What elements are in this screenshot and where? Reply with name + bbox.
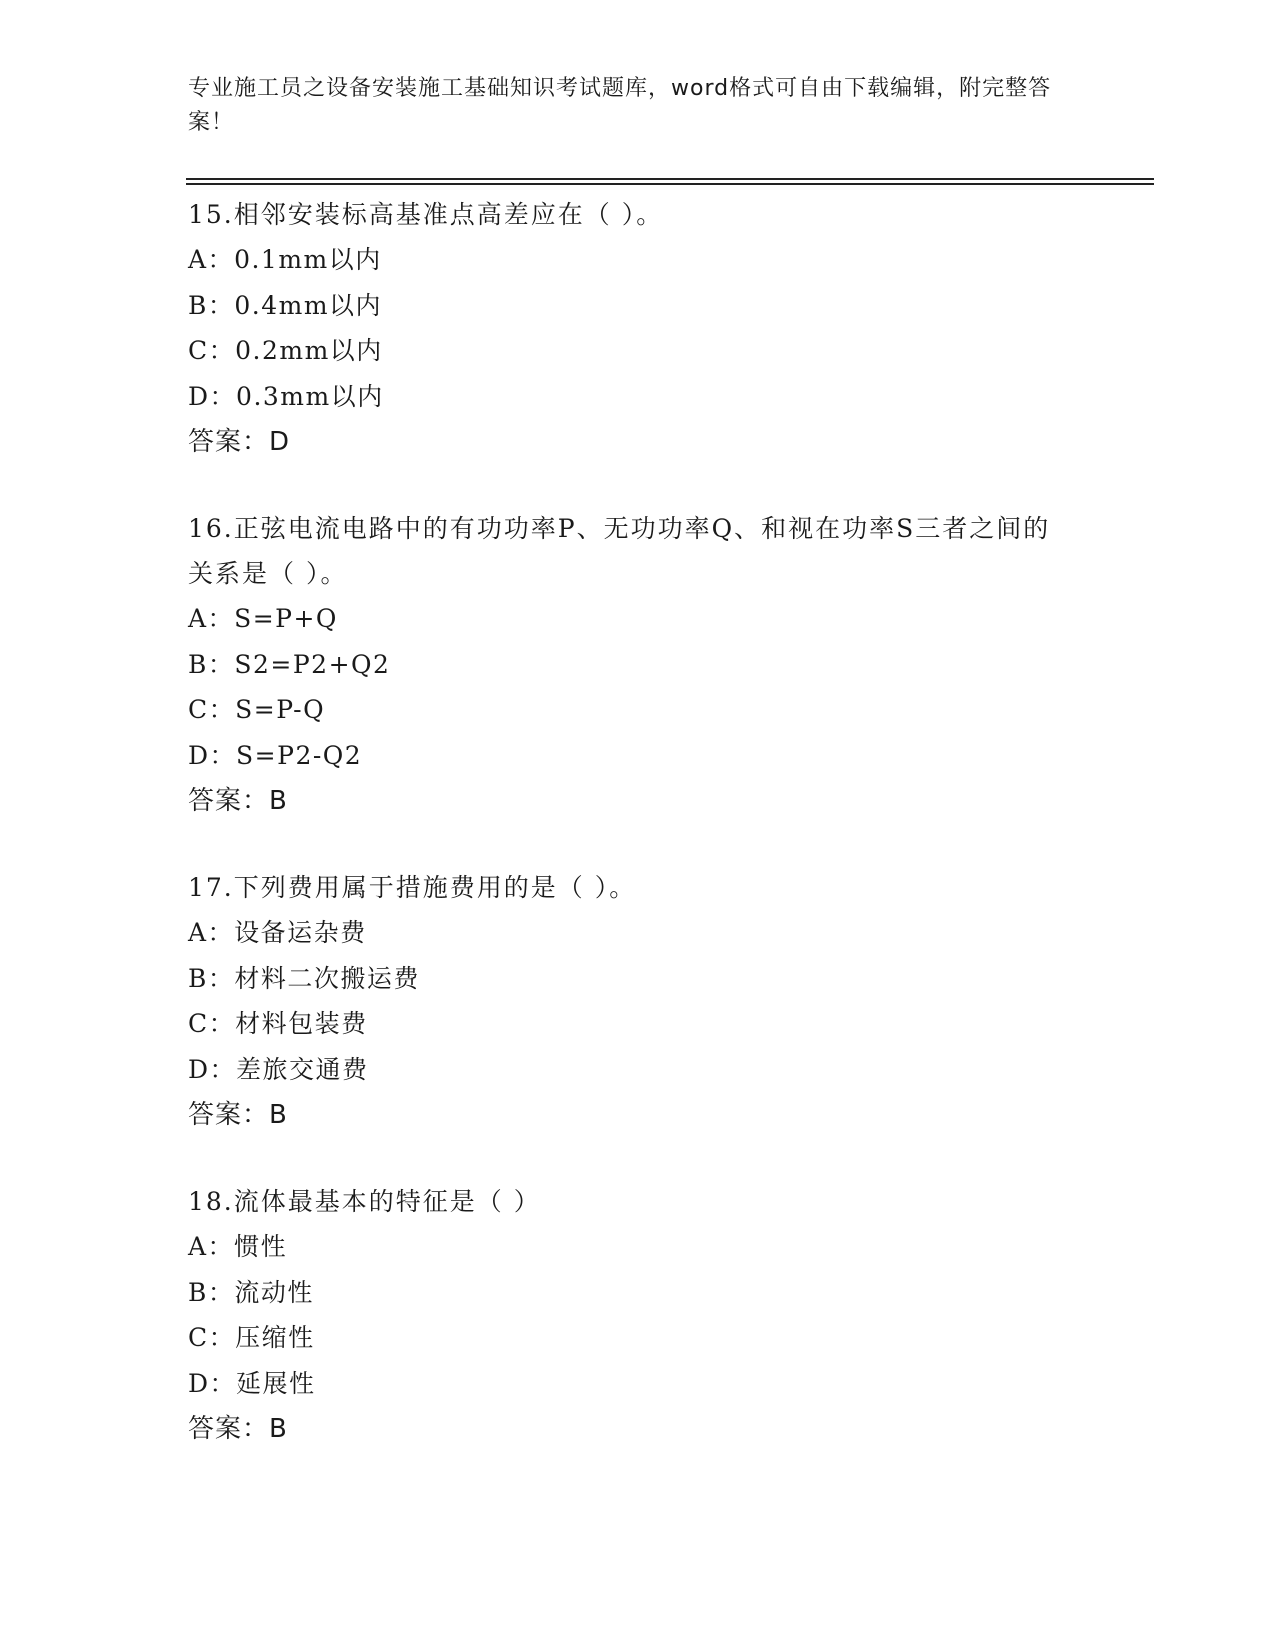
option-b bbox=[188, 642, 1068, 688]
option-letter: A： bbox=[188, 245, 235, 274]
option-text: 材料包装费 bbox=[235, 1009, 368, 1038]
answer-line: 答案：B bbox=[188, 1100, 288, 1130]
option-c bbox=[188, 687, 1068, 733]
option-text: 0.4mm以内 bbox=[234, 290, 383, 320]
option-c bbox=[188, 328, 1068, 374]
option-letter: C： bbox=[188, 1323, 236, 1352]
question-stem: 18.流体最基本的特征是（ ） bbox=[188, 1187, 541, 1216]
option-text: S2=P2+Q2 bbox=[234, 649, 391, 679]
option-text: 延展性 bbox=[236, 1368, 316, 1398]
option-text: 0.2mm以内 bbox=[235, 336, 383, 365]
question-stem: 16.正弦电流电路中的有功功率P、无功功率Q、和视在功率S三者之间的关系是（ ）。 bbox=[188, 514, 1051, 588]
option-letter: D： bbox=[188, 1054, 237, 1084]
option-letter: A： bbox=[188, 918, 235, 947]
option-d bbox=[188, 1361, 1068, 1407]
answer-line: 答案：D bbox=[188, 427, 291, 457]
question-17 bbox=[188, 863, 1068, 1138]
option-text: 0.3mm以内 bbox=[236, 381, 384, 411]
question-15 bbox=[188, 190, 1068, 465]
option-text: S=P+Q bbox=[234, 604, 338, 633]
question-stem: 15.相邻安装标高基准点高差应在（ ）。 bbox=[188, 200, 664, 229]
option-text: 材料二次搬运费 bbox=[234, 963, 420, 993]
option-letter: A： bbox=[188, 1232, 235, 1261]
option-letter: D： bbox=[188, 381, 237, 411]
answer-line: 答案：B bbox=[188, 786, 288, 816]
option-letter: C： bbox=[188, 336, 236, 365]
option-letter: C： bbox=[188, 695, 236, 724]
option-text: 0.1mm以内 bbox=[234, 245, 382, 274]
option-letter: B： bbox=[188, 649, 235, 679]
option-letter: A： bbox=[188, 604, 235, 633]
option-letter: C： bbox=[188, 1009, 236, 1038]
option-d bbox=[188, 1047, 1068, 1093]
option-text: 压缩性 bbox=[235, 1323, 315, 1352]
option-text: S=P2-Q2 bbox=[236, 740, 363, 770]
option-a bbox=[188, 237, 1068, 283]
header-divider-bottom bbox=[186, 183, 1154, 185]
question-stem: 17.下列费用属于措施费用的是（ ）。 bbox=[188, 873, 637, 902]
option-d bbox=[188, 733, 1068, 779]
option-text: S=P-Q bbox=[235, 695, 326, 724]
option-text: 设备运杂费 bbox=[234, 918, 367, 947]
option-letter: B： bbox=[188, 1277, 235, 1307]
option-a bbox=[188, 910, 1068, 956]
option-letter: B： bbox=[188, 963, 235, 993]
option-b bbox=[188, 956, 1068, 1002]
document-header: 专业施工员之设备安装施工基础知识考试题库，word格式可自由下载编辑，附完整答案！ bbox=[188, 76, 1052, 135]
question-18 bbox=[188, 1177, 1068, 1452]
option-c bbox=[188, 1315, 1068, 1361]
question-16 bbox=[188, 504, 1068, 824]
option-a bbox=[188, 596, 1068, 642]
option-text: 惯性 bbox=[234, 1232, 288, 1261]
option-letter: B： bbox=[188, 290, 235, 320]
option-letter: D： bbox=[188, 740, 237, 770]
header-divider-top bbox=[186, 178, 1154, 180]
option-d bbox=[188, 374, 1068, 420]
option-text: 流动性 bbox=[234, 1277, 314, 1307]
answer-line: 答案：B bbox=[188, 1414, 288, 1444]
option-text: 差旅交通费 bbox=[236, 1054, 369, 1084]
option-letter: D： bbox=[188, 1368, 237, 1398]
question-list bbox=[188, 190, 1068, 1491]
option-b bbox=[188, 283, 1068, 329]
option-a bbox=[188, 1224, 1068, 1270]
option-b bbox=[188, 1270, 1068, 1316]
option-c bbox=[188, 1001, 1068, 1047]
